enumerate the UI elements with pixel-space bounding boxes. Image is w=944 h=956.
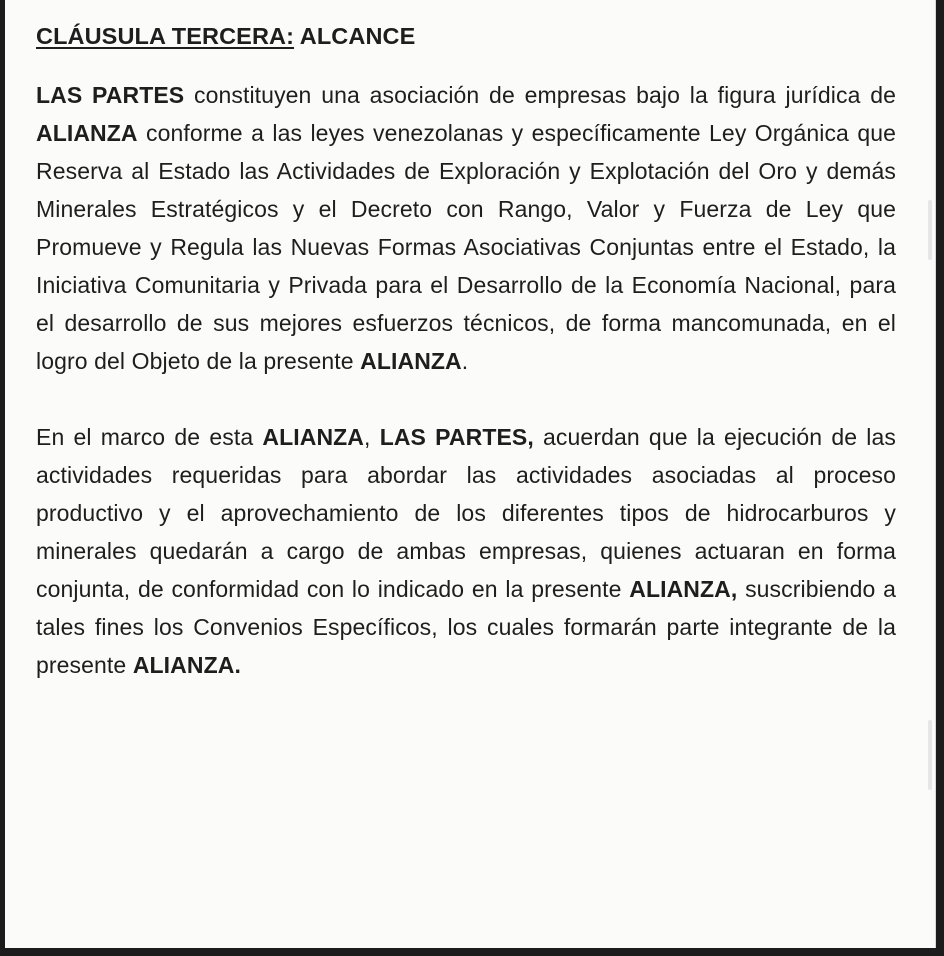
scan-artifact	[928, 720, 932, 790]
paragraph-text: constituyen una asociación de empresas bajo la figura jurídica de	[184, 82, 896, 108]
term-alianza: ALIANZA,	[629, 576, 738, 602]
clause-heading-number: CLÁUSULA TERCERA:	[36, 23, 295, 49]
paragraph-text: ,	[364, 424, 380, 450]
paragraph-text: .	[461, 348, 469, 374]
term-alianza: ALIANZA	[36, 120, 138, 146]
paragraph-1	[36, 76, 896, 380]
paragraph-text: acuerdan que la ejecución de las actividades requeridas para abordar las actividades asociadas al proceso productivo y el aprovechamiento de los diferentes tipos de hidrocarburos y minerales quedarán a cargo de ambas empresas, quienes actuaran en forma conjunta, de conformidad con lo indicado en la presente	[36, 424, 896, 602]
scan-artifact	[928, 200, 932, 260]
term-alianza: ALIANZA	[360, 348, 462, 374]
paragraph-text: suscribiendo a tales fines los Convenios Específicos, los cuales formarán parte integrante de la presente	[36, 576, 896, 678]
clause-heading	[36, 20, 896, 52]
clause-body	[36, 20, 896, 684]
paragraph-2	[36, 418, 896, 684]
term-alianza: ALIANZA.	[132, 652, 241, 678]
document-page	[5, 0, 936, 948]
paragraph-text: En el marco de esta	[36, 424, 263, 450]
term-las-partes: LAS PARTES	[36, 82, 185, 108]
clause-heading-title: ALCANCE	[294, 23, 416, 49]
term-las-partes: LAS PARTES,	[379, 424, 534, 450]
term-alianza: ALIANZA	[262, 424, 365, 450]
paragraph-text: conforme a las leyes venezolanas y específicamente Ley Orgánica que Reserva al Estado las Actividades de Exploración y Explotación del Oro y demás Minerales Estratégicos y el Decreto con Rango, Valor y Fuerza de Ley que Promueve y Regula las Nuevas Formas Asociativas Conjuntas entre el Estado, la Iniciativa Comunitaria y Privada para el Desarrollo de la Economía Nacional, para el desarrollo de sus mejores esfuerzos técnicos, de forma mancomunada, en el logro del Objeto de la presente	[36, 120, 896, 374]
